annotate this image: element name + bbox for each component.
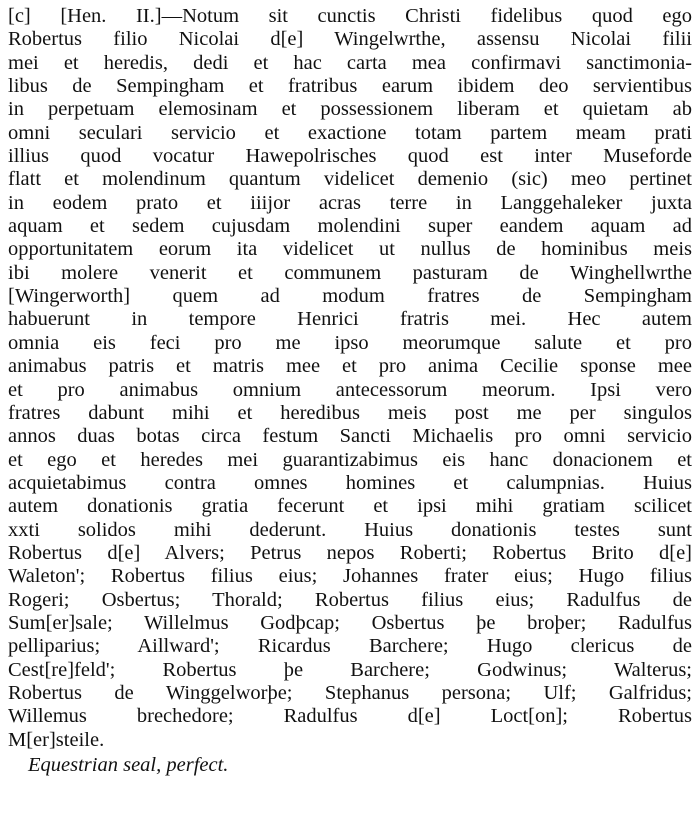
text-line: omni seculari servicio et exactione totam partem meam prati (8, 121, 692, 144)
text-line: Robertus de Winggelworþe; Stephanus persona; Ulf; Galfridus; (8, 681, 692, 704)
text-line: et ego et heredes mei guarantizabimus eis hanc donacionem et (8, 448, 692, 471)
text-line: Sum[er]sale; Willelmus Godþcap; Osbertus þe broþer; Radulfus (8, 611, 692, 634)
text-line: acquietabimus contra omnes homines et calumpnias. Huius (8, 471, 692, 494)
text-line: in perpetuam elemosinam et possessionem liberam et quietam ab (8, 98, 692, 121)
text-line: opportunitatem eorum ita videlicet ut nullus de hominibus meis (8, 238, 692, 261)
text-line: ibi molere venerit et communem pasturam de Winghellwrthe (8, 261, 692, 284)
charter-text (8, 5, 692, 752)
text-line: Robertus d[e] Alvers; Petrus nepos Roberti; Robertus Brito d[e] (8, 541, 692, 564)
text-line: pelliparius; Aillward'; Ricardus Barchere; Hugo clericus de (8, 635, 692, 658)
text-line: Rogeri; Osbertus; Thorald; Robertus filius eius; Radulfus de (8, 588, 692, 611)
text-line: annos duas botas circa festum Sancti Michaelis pro omni servicio (8, 425, 692, 448)
text-line: fratres dabunt mihi et heredibus meis post me per singulos (8, 401, 692, 424)
text-line: mei et heredis, dedi et hac carta mea confirmavi sanctimonia- (8, 51, 692, 74)
text-line: aquam et sedem cujusdam molendini super eandem aquam ad (8, 215, 692, 238)
text-line: flatt et molendinum quantum videlicet demenio (sic) meo pertinet (8, 168, 692, 191)
text-line: M[er]steile. (8, 728, 105, 751)
text-line: [c] [Hen. II.]—Notum sit cunctis Christi fidelibus quod ego (8, 5, 692, 27)
text-line: illius quod vocatur Hawepolrisches quod est inter Museforde (8, 145, 692, 168)
text-line: et pro animabus omnium antecessorum meorum. Ipsi vero (8, 378, 692, 401)
text-line: xxti solidos mihi dederunt. Huius donationis testes sunt (8, 518, 692, 541)
text-line: omnia eis feci pro me ipso meorumque salute et pro (8, 331, 692, 354)
text-line: in eodem prato et iiijor acras terre in Langgehaleker juxta (8, 191, 692, 214)
seal-note: Equestrian seal, perfect. (28, 754, 229, 776)
text-line: libus de Sempingham et fratribus earum ibidem deo servientibus (8, 75, 692, 98)
text-line: habuerunt in tempore Henrici fratris mei. Hec autem (8, 308, 692, 331)
text-line: Waleton'; Robertus filius eius; Johannes frater eius; Hugo filius (8, 565, 692, 588)
text-line: Willemus brechedore; Radulfus d[e] Loct[on]; Robertus (8, 705, 692, 728)
text-line: animabus patris et matris mee et pro anima Cecilie sponse mee (8, 355, 692, 378)
text-line: Robertus filio Nicolai d[e] Wingelwrthe, assensu Nicolai filii (8, 28, 692, 51)
text-line: [Wingerworth] quem ad modum fratres de Sempingham (8, 285, 692, 308)
text-line: autem donationis gratia fecerunt et ipsi mihi gratiam scilicet (8, 495, 692, 518)
text-line: Cest[re]feld'; Robertus þe Barchere; Godwinus; Walterus; (8, 658, 692, 681)
